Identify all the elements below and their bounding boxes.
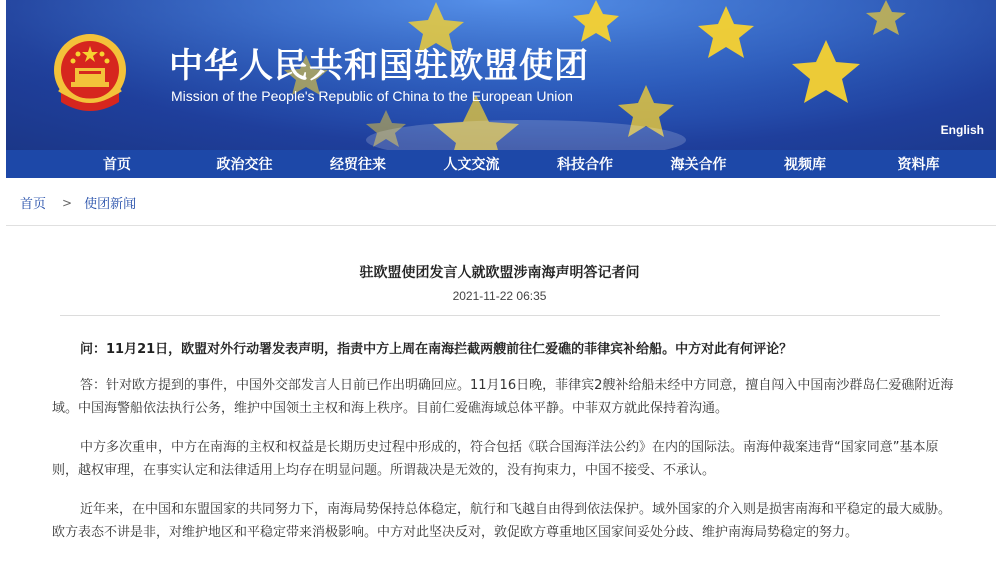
article-paragraph: 近年来，在中国和东盟国家的共同努力下，南海局势保持总体稳定，航行和飞越自由得到依法保护。域外国家的介入则是损害南海和平稳定的最大威胁。欧方表态不讲是非，对维护地区和平稳定带来消极影响。中方对此坚决反对，敦促欧方尊重地区国家间妥处分歧、维护南海局势稳定的努力。 xyxy=(52,502,952,540)
nav-item-video-library[interactable]: 视频库 xyxy=(784,157,826,173)
english-language-link[interactable]: English xyxy=(940,123,984,137)
breadcrumb xyxy=(20,193,136,212)
article-paragraph: 中方多次重申，中方在南海的主权和权益是长期历史过程中形成的，符合包括《联合国海洋法公约》在内的国际法。南海仲裁案违背“国家同意”基本原则，越权审理，在事实认定和法律适用上均存在明显问题。所谓裁决是无效的，没有拘束力，中国不接受、不承认。 xyxy=(52,440,939,478)
article-paragraph: 答：针对欧方提到的事件，中国外交部发言人日前已作出明确回应。11月16日晚，菲律宾2艘补给船未经中方同意，擅自闯入中国南沙群岛仁爱礁附近海域。中国海警船依法执行公务，维护中国领土主权和海上秩序。目前仁爱礁海域总体平静。中菲双方就此保持着沟通。 xyxy=(52,378,954,416)
main-navigation xyxy=(6,150,996,178)
nav-item-economy-trade[interactable]: 经贸往来 xyxy=(330,157,386,173)
nav-item-resources[interactable]: 资料库 xyxy=(897,157,940,173)
title-divider xyxy=(60,315,940,316)
article-date: 2021-11-22 06:35 xyxy=(452,289,547,303)
nav-item-home[interactable]: 首页 xyxy=(103,157,131,173)
nav-item-customs[interactable]: 海关合作 xyxy=(670,157,727,173)
nav-item-political-exchanges[interactable]: 政治交往 xyxy=(216,157,273,173)
article-question: 问：11月21日，欧盟对外行动署发表声明，指责中方上周在南海拦截两艘前往仁爱礁的菲律宾补给船。中方对此有何评论？ xyxy=(80,342,793,357)
breadcrumb-separator-icon: > xyxy=(62,195,73,210)
site-title-english: Mission of the People's Republic of China to the European Union xyxy=(171,88,573,104)
article-body xyxy=(52,338,958,560)
nav-item-science-tech[interactable]: 科技合作 xyxy=(557,157,613,173)
breadcrumb-divider xyxy=(6,225,996,226)
national-emblem-icon xyxy=(51,30,129,116)
breadcrumb-home-link[interactable]: 首页 xyxy=(20,197,47,212)
breadcrumb-mission-news-link[interactable]: 使团新闻 xyxy=(84,197,137,212)
nav-item-people-exchanges[interactable]: 人文交流 xyxy=(443,157,500,173)
header-banner xyxy=(6,0,996,150)
site-title-chinese: 中华人民共和国驻欧盟使团 xyxy=(169,46,589,86)
article-title: 驻欧盟使团发言人就欧盟涉南海声明答记者问 xyxy=(359,265,640,281)
